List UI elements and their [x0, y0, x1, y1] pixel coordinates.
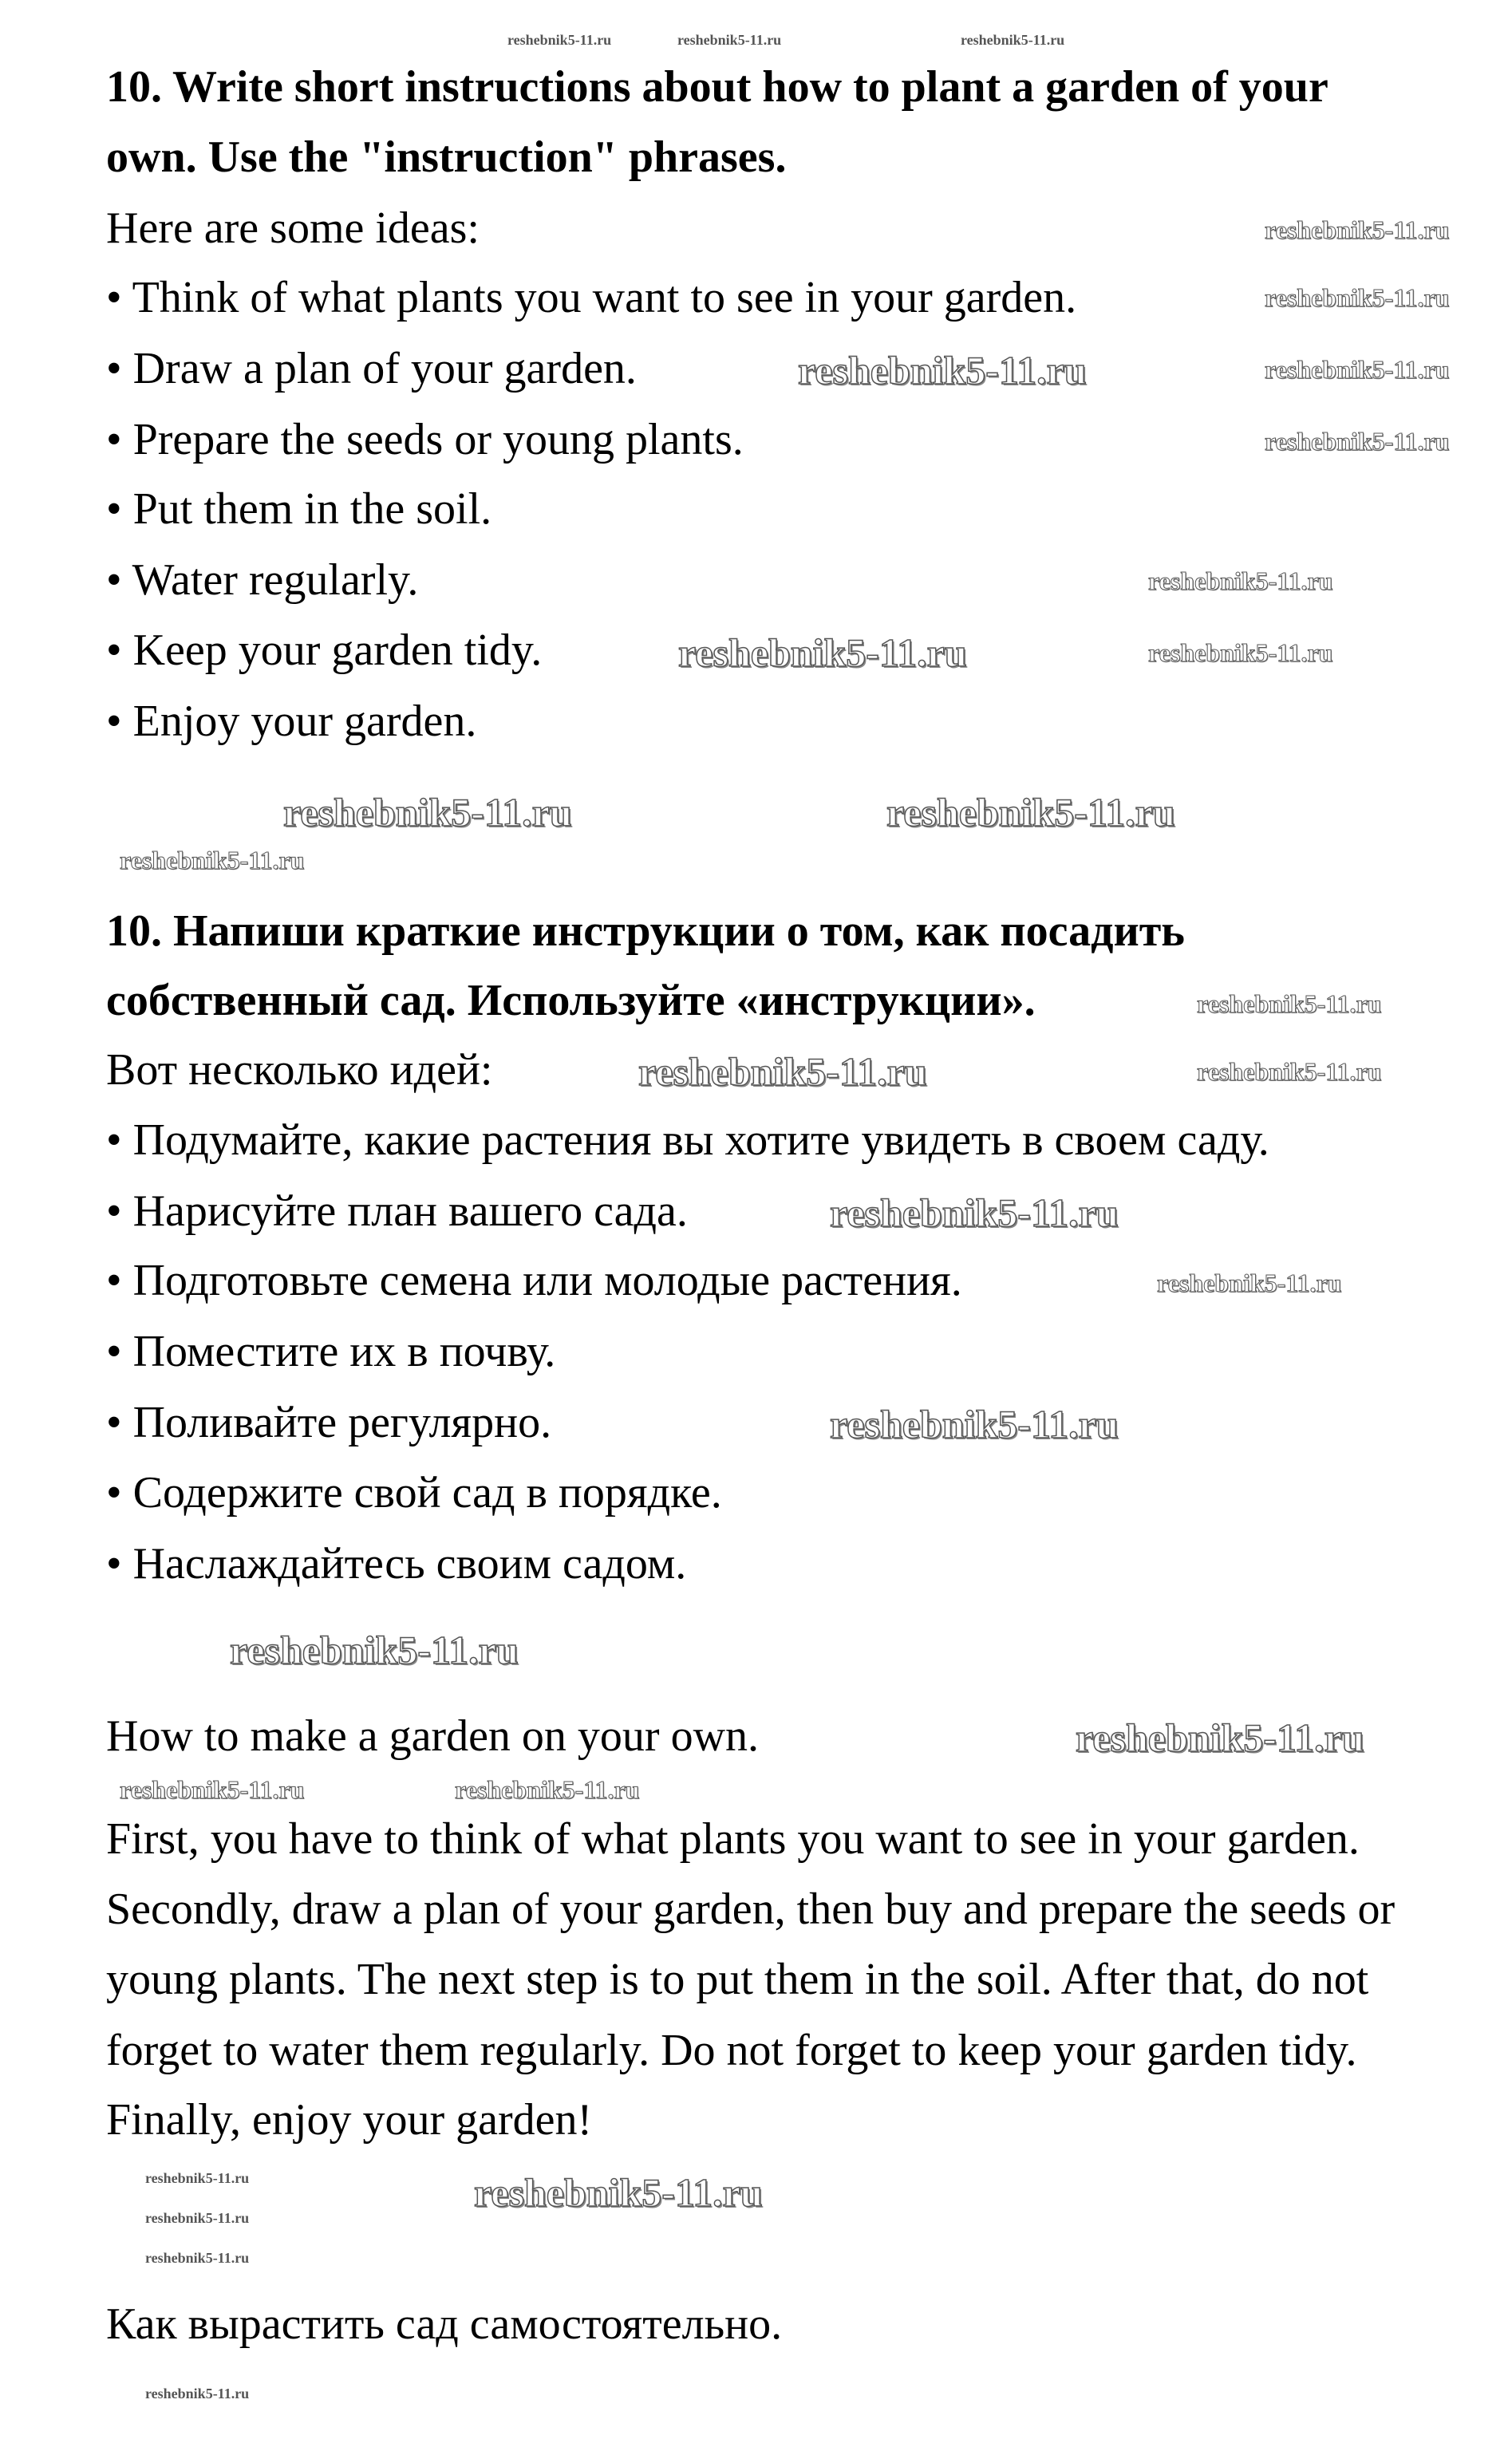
watermark: reshebnik5-11.ru — [1265, 427, 1450, 456]
idea-item-ru: • Наслаждайтесь своим садом. — [106, 1539, 687, 1589]
idea-item: • Prepare the seeds or young plants. — [106, 415, 744, 464]
answer-line: young plants. The next step is to put them in the soil. After that, do not — [106, 1955, 1369, 2004]
answer-title: How to make a garden on your own. — [106, 1711, 760, 1761]
watermark: reshebnik5-11.ru — [961, 32, 1065, 48]
idea-item: • Keep your garden tidy. — [106, 626, 543, 675]
watermark: reshebnik5-11.ru — [678, 630, 967, 675]
ideas-intro-en: Here are some ideas: — [106, 203, 480, 253]
watermark: reshebnik5-11.ru — [830, 1190, 1119, 1235]
answer-title-ru: Как вырастить сад самостоятельно. — [106, 2299, 783, 2349]
watermark: reshebnik5-11.ru — [507, 32, 612, 48]
watermark: reshebnik5-11.ru — [145, 2210, 250, 2226]
idea-item: • Enjoy your garden. — [106, 697, 477, 746]
watermark: reshebnik5-11.ru — [1148, 566, 1333, 595]
watermark: reshebnik5-11.ru — [677, 32, 782, 48]
watermark: reshebnik5-11.ru — [1197, 1057, 1382, 1086]
task-heading-ru-line1: 10. Напиши краткие инструкции о том, как посадить — [106, 906, 1185, 956]
watermark: reshebnik5-11.ru — [830, 1402, 1119, 1446]
watermark: reshebnik5-11.ru — [638, 1049, 927, 1094]
answer-line: Finally, enjoy your garden! — [106, 2095, 593, 2145]
watermark: reshebnik5-11.ru — [120, 1775, 305, 1804]
task-heading-en-line1: 10. Write short instructions about how to plant a garden of your — [106, 62, 1328, 112]
ideas-intro-ru: Вот несколько идей: — [106, 1045, 493, 1095]
idea-item: • Think of what plants you want to see in your garden. — [106, 273, 1077, 322]
watermark: reshebnik5-11.ru — [283, 790, 572, 835]
idea-item-ru: • Нарисуйте план вашего сада. — [106, 1186, 688, 1236]
task-heading-ru-line2: собственный сад. Используйте «инструкции». — [106, 976, 1036, 1025]
watermark: reshebnik5-11.ru — [455, 1775, 640, 1804]
idea-item: • Put them in the soil. — [106, 484, 492, 534]
watermark: reshebnik5-11.ru — [230, 1628, 519, 1672]
watermark: reshebnik5-11.ru — [1076, 1715, 1364, 1760]
idea-item-ru: • Содержите свой сад в порядке. — [106, 1468, 722, 1517]
watermark: reshebnik5-11.ru — [1265, 215, 1450, 244]
watermark: reshebnik5-11.ru — [1157, 1269, 1342, 1297]
idea-item-ru: • Подумайте, какие растения вы хотите увидеть в своем саду. — [106, 1115, 1269, 1165]
answer-line: forget to water them regularly. Do not forget to keep your garden tidy. — [106, 2026, 1357, 2075]
answer-line: First, you have to think of what plants you want to see in your garden. — [106, 1814, 1360, 1864]
idea-item-ru: • Подготовьте семена или молодые растения. — [106, 1256, 962, 1305]
idea-item: • Water regularly. — [106, 555, 419, 605]
watermark: reshebnik5-11.ru — [1265, 355, 1450, 384]
watermark: reshebnik5-11.ru — [474, 2170, 763, 2215]
watermark: reshebnik5-11.ru — [1197, 989, 1382, 1018]
watermark: reshebnik5-11.ru — [120, 846, 305, 874]
idea-item-ru: • Поливайте регулярно. — [106, 1398, 552, 1447]
watermark: reshebnik5-11.ru — [145, 2250, 250, 2266]
idea-item: • Draw a plan of your garden. — [106, 344, 637, 393]
watermark: reshebnik5-11.ru — [1148, 638, 1333, 667]
watermark: reshebnik5-11.ru — [145, 2170, 250, 2186]
task-heading-en-line2: own. Use the "instruction" phrases. — [106, 132, 787, 182]
watermark: reshebnik5-11.ru — [145, 2386, 250, 2402]
answer-line: Secondly, draw a plan of your garden, then buy and prepare the seeds or — [106, 1885, 1396, 1934]
watermark: reshebnik5-11.ru — [1265, 283, 1450, 312]
idea-item-ru: • Поместите их в почву. — [106, 1327, 556, 1376]
watermark: reshebnik5-11.ru — [886, 790, 1175, 835]
watermark: reshebnik5-11.ru — [798, 348, 1087, 393]
